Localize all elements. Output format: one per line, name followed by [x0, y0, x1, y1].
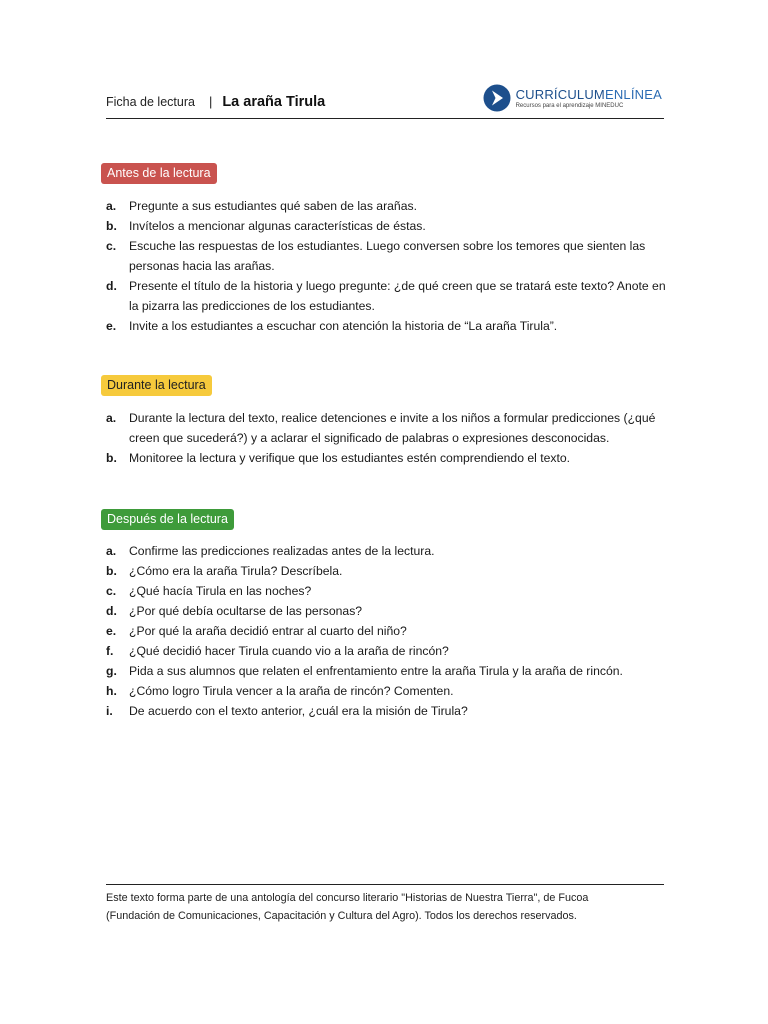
- list-item: [106, 601, 666, 621]
- list-item-text: Invítelos a mencionar algunas características de éstas.: [129, 219, 426, 233]
- list-item-text: Pregunte a sus estudiantes qué saben de las arañas.: [129, 199, 417, 213]
- footer-line-1: Este texto forma parte de una antología del concurso literario "Historias de Nuestra Tierra", de Fucoa: [106, 892, 589, 904]
- list-item: [106, 621, 666, 641]
- list-item: [106, 561, 666, 581]
- play-arrow-icon: [483, 84, 511, 112]
- list-item-text: Escuche las respuestas de los estudiantes. Luego conversen sobre los temores que sienten las personas hacia las arañas.: [129, 239, 646, 273]
- section-badge-antes: Antes de la lectura: [101, 163, 217, 184]
- list-item-text: ¿Cómo era la araña Tirula? Descríbela.: [129, 564, 343, 578]
- list-item-letter: h.: [106, 684, 117, 698]
- list-despues: [106, 541, 666, 721]
- list-item-text: ¿Qué decidió hacer Tirula cuando vio a la araña de rincón?: [129, 644, 449, 658]
- list-item-text: ¿Qué hacía Tirula en las noches?: [129, 584, 312, 598]
- list-item-text: Monitoree la lectura y verifique que los estudiantes estén comprendiendo el texto.: [129, 451, 571, 465]
- list-item-letter: c.: [106, 239, 117, 253]
- logo-subtitle: Recursos para el aprendizaje MINEDUC: [515, 102, 624, 109]
- list-item-letter: b.: [106, 564, 117, 578]
- list-item-text: Pida a sus alumnos que relaten el enfrentamiento entre la araña Tirula y la araña de rincón.: [129, 664, 623, 678]
- footer-line-2: (Fundación de Comunicaciones, Capacitación y Cultura del Agro). Todos los derechos reservados.: [106, 910, 577, 922]
- list-item-text: ¿Por qué debía ocultarse de las personas?: [129, 604, 363, 618]
- list-item: [106, 701, 666, 721]
- list-item-letter: i.: [106, 704, 113, 718]
- list-item-letter: g.: [106, 664, 117, 678]
- list-item-letter: b.: [106, 451, 117, 465]
- list-item: [106, 216, 666, 236]
- page-header: [106, 84, 664, 119]
- list-item-letter: e.: [106, 624, 117, 638]
- list-item-letter: c.: [106, 584, 117, 598]
- list-durante: [106, 408, 666, 468]
- header-left: [106, 94, 325, 110]
- list-item-letter: a.: [106, 411, 117, 425]
- logo-text-light: ENLÍNEA: [604, 86, 662, 102]
- ficha-label: Ficha de lectura: [106, 95, 195, 109]
- list-item-text: ¿Cómo logro Tirula vencer a la araña de rincón? Comenten.: [129, 684, 454, 698]
- section-badge-durante: Durante la lectura: [101, 375, 212, 396]
- list-item-letter: f.: [106, 644, 114, 658]
- list-item-text: Confirme las predicciones realizadas antes de la lectura.: [129, 544, 435, 558]
- list-item-text: Presente el título de la historia y luego pregunte: ¿de qué creen que se tratará este texto? Anote en la pizarra las predicciones de los estudiantes.: [129, 279, 666, 313]
- list-item: [106, 581, 666, 601]
- list-item-letter: a.: [106, 199, 117, 213]
- list-item-text: De acuerdo con el texto anterior, ¿cuál era la misión de Tirula?: [129, 704, 468, 718]
- list-item: [106, 541, 666, 561]
- list-item: [106, 196, 666, 216]
- list-item-letter: d.: [106, 604, 117, 618]
- list-item: [106, 276, 666, 316]
- footer-note: [106, 884, 664, 925]
- list-item-letter: b.: [106, 219, 117, 233]
- list-item: [106, 408, 666, 448]
- list-item: [106, 681, 666, 701]
- list-item: [106, 236, 666, 276]
- list-item-text: Durante la lectura del texto, realice detenciones e invite a los niños a formular predicciones (¿qué creen que sucederá?) y a aclarar el significado de palabras o expresiones desconocidas.: [129, 411, 656, 445]
- header-separator: |: [208, 94, 213, 109]
- list-antes: [106, 196, 666, 336]
- list-item-letter: a.: [106, 544, 117, 558]
- list-item: [106, 316, 666, 336]
- list-item: [106, 448, 666, 468]
- list-item: [106, 641, 666, 661]
- logo-text-bold: CURRÍCULUM: [515, 86, 605, 102]
- section-badge-despues: Después de la lectura: [101, 509, 234, 530]
- list-item: [106, 661, 666, 681]
- list-item-letter: d.: [106, 279, 117, 293]
- list-item-letter: e.: [106, 319, 117, 333]
- list-item-text: ¿Por qué la araña decidió entrar al cuarto del niño?: [129, 624, 407, 638]
- list-item-text: Invite a los estudiantes a escuchar con atención la historia de “La araña Tirula”.: [129, 319, 558, 333]
- curriculum-en-linea-logo: [483, 84, 662, 112]
- document-title: La araña Tirula: [222, 94, 326, 110]
